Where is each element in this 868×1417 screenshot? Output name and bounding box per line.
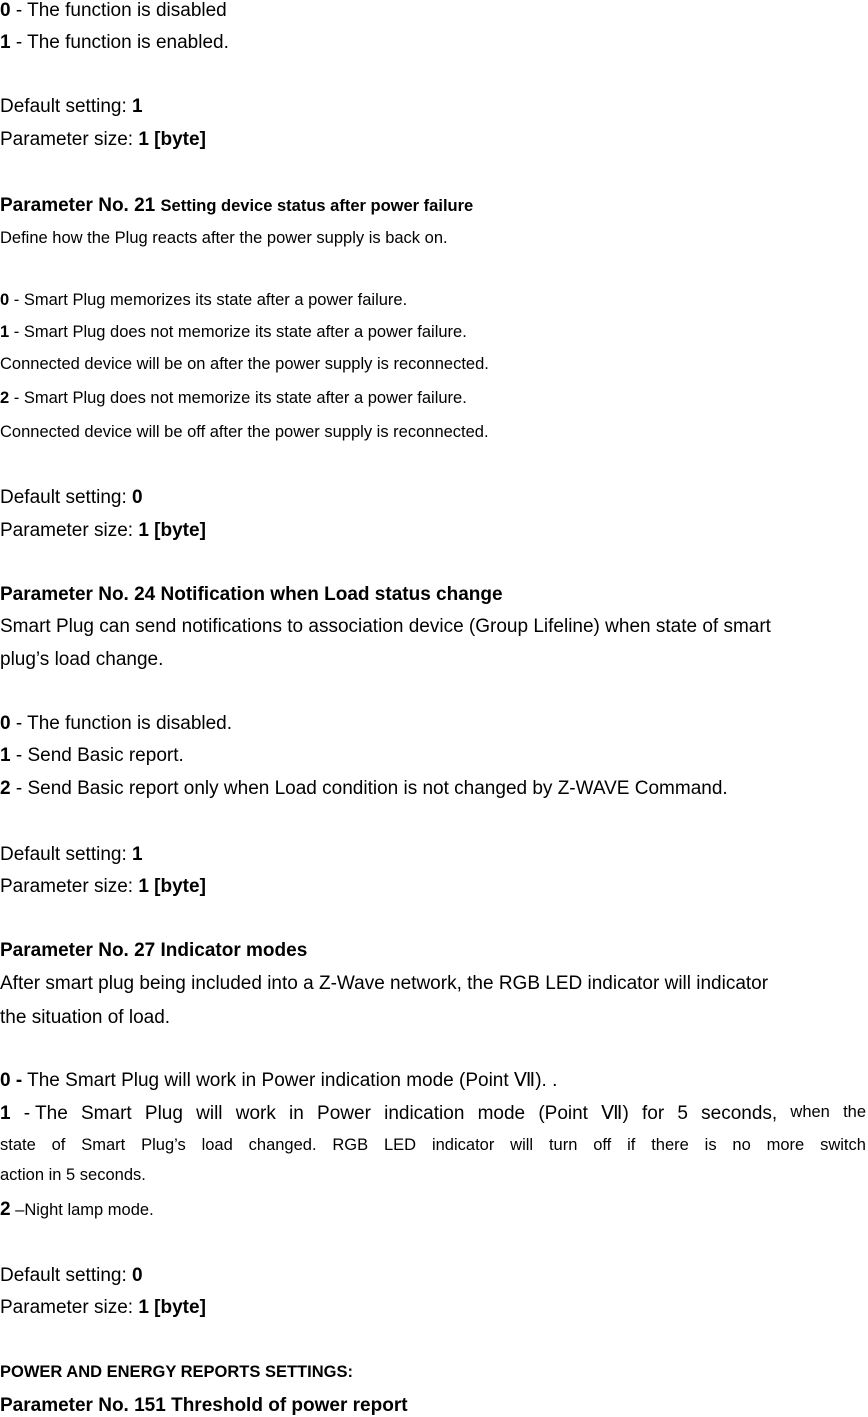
word: is bbox=[704, 1136, 717, 1154]
option-key: 1 bbox=[0, 32, 11, 53]
option-text: - The function is disabled bbox=[10, 0, 227, 21]
word: turn bbox=[548, 1136, 578, 1154]
word: of bbox=[51, 1136, 66, 1154]
size-value: 1 [byte] bbox=[138, 520, 206, 541]
option-1-line-1 bbox=[0, 1104, 866, 1123]
default-setting bbox=[0, 845, 143, 864]
word: Smart bbox=[81, 1136, 126, 1154]
option-1 bbox=[0, 324, 467, 341]
option-key: 0 bbox=[0, 0, 11, 21]
word: LED bbox=[384, 1136, 417, 1154]
option-text: The Smart Plug will work in Power indication mode (Point Ⅶ). . bbox=[22, 1070, 558, 1091]
parameter-24-description-line-1: Smart Plug can send notifications to association device (Group Lifeline) when state of smart bbox=[0, 616, 771, 637]
parameter-27-heading: Parameter No. 27 Indicator modes bbox=[0, 940, 308, 961]
size-label: Parameter size: bbox=[0, 129, 139, 150]
word: if bbox=[627, 1136, 636, 1154]
size-value: 1 [byte] bbox=[138, 1297, 206, 1318]
word: when bbox=[790, 1103, 830, 1121]
option-text: - Smart Plug does not memorize its state after a power failure. bbox=[9, 323, 467, 341]
word: load bbox=[201, 1136, 233, 1154]
default-value: 0 bbox=[132, 487, 143, 508]
option-key: 2 bbox=[0, 778, 11, 799]
default-value: 0 bbox=[132, 1265, 143, 1286]
option-text: - The function is enabled. bbox=[10, 32, 229, 53]
word: the bbox=[843, 1103, 866, 1121]
parameter-24-description-line-2: plug’s load change. bbox=[0, 649, 164, 670]
option-2-continuation: Connected device will be off after the power supply is reconnected. bbox=[0, 423, 489, 441]
word: switch bbox=[820, 1136, 866, 1154]
option-1-line-2 bbox=[0, 1137, 866, 1154]
word: for bbox=[641, 1103, 665, 1124]
parameter-size bbox=[0, 521, 206, 540]
word: changed. bbox=[248, 1136, 317, 1154]
word: Plug bbox=[144, 1103, 183, 1124]
option-key: 1 bbox=[0, 745, 11, 766]
parameter-size bbox=[0, 130, 206, 149]
word: indicator bbox=[431, 1136, 495, 1154]
default-setting bbox=[0, 97, 143, 116]
parameter-size bbox=[0, 1298, 206, 1317]
option-1-continuation: Connected device will be on after the power supply is reconnected. bbox=[0, 355, 489, 373]
heading-prefix: Parameter No. 21 bbox=[0, 195, 161, 216]
word: Power bbox=[317, 1103, 371, 1124]
word: in bbox=[289, 1103, 304, 1124]
word: will bbox=[510, 1136, 534, 1154]
size-value: 1 [byte] bbox=[138, 876, 206, 897]
option-1 bbox=[0, 746, 184, 765]
option-key: 2 bbox=[0, 389, 10, 407]
option-0 bbox=[0, 1071, 557, 1090]
default-label: Default setting: bbox=[0, 96, 133, 117]
option-0 bbox=[0, 292, 407, 309]
parameter-size bbox=[0, 877, 206, 896]
option-text: - Smart Plug memorizes its state after a power failure. bbox=[9, 291, 408, 309]
option-2 bbox=[0, 1200, 154, 1219]
default-value: 1 bbox=[132, 96, 143, 117]
parameter-27-description-line-2: the situation of load. bbox=[0, 1007, 171, 1028]
word: RGB bbox=[332, 1136, 369, 1154]
size-value: 1 [byte] bbox=[138, 129, 206, 150]
section-title: POWER AND ENERGY REPORTS SETTINGS: bbox=[0, 1363, 353, 1381]
option-text: –Night lamp mode. bbox=[10, 1201, 154, 1219]
default-label: Default setting: bbox=[0, 487, 133, 508]
word: indication bbox=[384, 1103, 465, 1124]
word: Ⅶ) bbox=[601, 1103, 629, 1124]
word: 5 bbox=[677, 1103, 688, 1124]
option-key: 0 - bbox=[0, 1070, 23, 1091]
option-1 bbox=[0, 33, 229, 52]
option-key: 0 bbox=[0, 713, 11, 734]
size-label: Parameter size: bbox=[0, 876, 139, 897]
word: seconds, bbox=[701, 1103, 778, 1124]
parameter-27-description-line-1: After smart plug being included into a Z-Wave network, the RGB LED indicator will indicator bbox=[0, 973, 769, 994]
option-key: 1 bbox=[0, 323, 10, 341]
word: more bbox=[766, 1136, 805, 1154]
option-2 bbox=[0, 779, 728, 798]
option-key: 0 bbox=[0, 291, 10, 309]
option-text: - Send Basic report only when Load condition is not changed by Z-WAVE Command. bbox=[10, 778, 728, 799]
word: Smart bbox=[81, 1103, 132, 1124]
size-label: Parameter size: bbox=[0, 1297, 139, 1318]
word: state bbox=[0, 1136, 36, 1154]
word: (Point bbox=[538, 1103, 588, 1124]
option-1-line-3: action in 5 seconds. bbox=[0, 1166, 146, 1184]
word: Plug’s bbox=[141, 1136, 186, 1154]
word: - The bbox=[23, 1103, 68, 1124]
option-key: 1 bbox=[0, 1103, 11, 1124]
option-0 bbox=[0, 714, 232, 733]
word: will bbox=[196, 1103, 223, 1124]
option-0 bbox=[0, 1, 227, 20]
default-value: 1 bbox=[132, 844, 143, 865]
default-label: Default setting: bbox=[0, 1265, 133, 1286]
word: off bbox=[593, 1136, 612, 1154]
word: mode bbox=[477, 1103, 526, 1124]
default-setting bbox=[0, 1266, 143, 1285]
default-setting bbox=[0, 488, 143, 507]
default-label: Default setting: bbox=[0, 844, 133, 865]
option-text: - The function is disabled. bbox=[10, 713, 233, 734]
option-key: 2 bbox=[0, 1199, 11, 1220]
parameter-21-heading bbox=[0, 196, 473, 215]
word: no bbox=[732, 1136, 751, 1154]
option-text: - Smart Plug does not memorize its state after a power failure. bbox=[9, 389, 467, 407]
size-label: Parameter size: bbox=[0, 520, 139, 541]
option-2 bbox=[0, 390, 467, 407]
parameter-21-description: Define how the Plug reacts after the power supply is back on. bbox=[0, 229, 448, 247]
heading-rest: Setting device status after power failure bbox=[160, 197, 474, 215]
parameter-151-heading: Parameter No. 151 Threshold of power report bbox=[0, 1395, 408, 1416]
word: work bbox=[235, 1103, 276, 1124]
parameter-24-heading: Parameter No. 24 Notification when Load status change bbox=[0, 584, 503, 605]
option-text: - Send Basic report. bbox=[10, 745, 184, 766]
word: there bbox=[651, 1136, 689, 1154]
